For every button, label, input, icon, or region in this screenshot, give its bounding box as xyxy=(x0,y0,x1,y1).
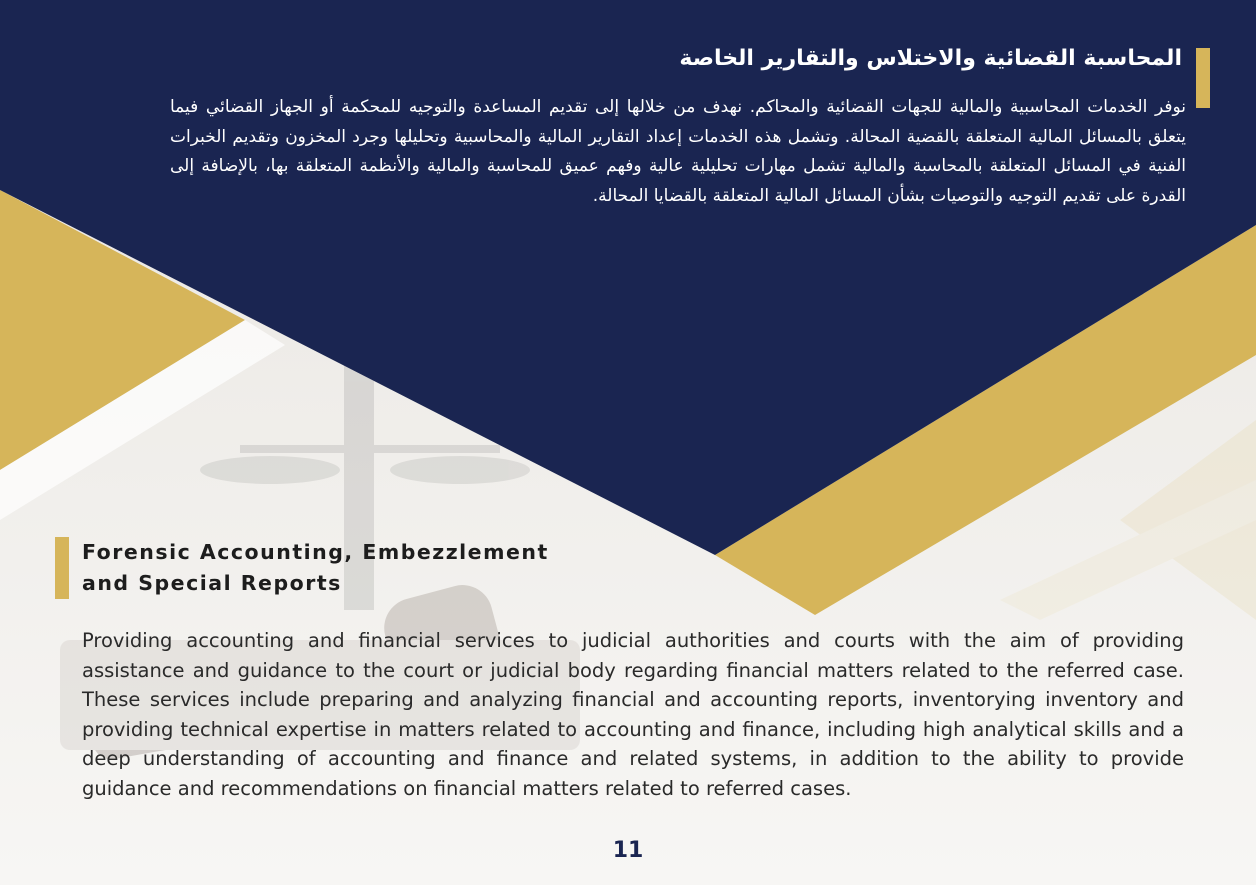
english-title-accent-bar xyxy=(55,537,69,599)
arabic-section-title: المحاسبة القضائية والاختلاس والتقارير الخاصة xyxy=(679,46,1182,71)
english-section-body: Providing accounting and financial services to judicial authorities and courts with the aim of providing assistance and guidance to the court or judicial body regarding financial matters related to the referred case. These services include preparing and analyzing financial and accounting reports, inventorying inventory and providing technical expertise in matters related to accounting and finance, including high analytical skills and a deep understanding of accounting and finance and related systems, in addition to the ability to provide guidance and recommendations on financial matters related to referred cases. xyxy=(82,629,1184,800)
arabic-section-body: نوفر الخدمات المحاسبية والمالية للجهات القضائية والمحاكم. نهدف من خلالها إلى تقديم المساعدة والتوجيه للمحكمة أو الجهاز القضائي فيما يتعلق بالمسائل المالية المتعلقة بالقضية المحالة. وتشمل هذه الخدمات إعداد التقارير المالية والمحاسبية وتحليلها وجرد المخزون وتقديم الخبرات الفنية في المسائل المتعلقة بالمحاسبة والمالية تشمل مهارات تحليلية عالية وفهم عميق للمحاسبة والمالية والأنظمة المتعلقة بها، بالإضافة إلى القدرة على تقديم التوجيه والتوصيات بشأن المسائل المالية المتعلقة بالقضايا المحالة. xyxy=(170,97,1186,206)
page-number: 11 xyxy=(612,838,644,863)
english-title-line-1: Forensic Accounting, Embezzlement xyxy=(82,540,549,564)
arabic-title-accent-bar xyxy=(1196,48,1210,108)
english-title-line-2: and Special Reports xyxy=(82,571,342,595)
english-section-title xyxy=(82,537,549,599)
